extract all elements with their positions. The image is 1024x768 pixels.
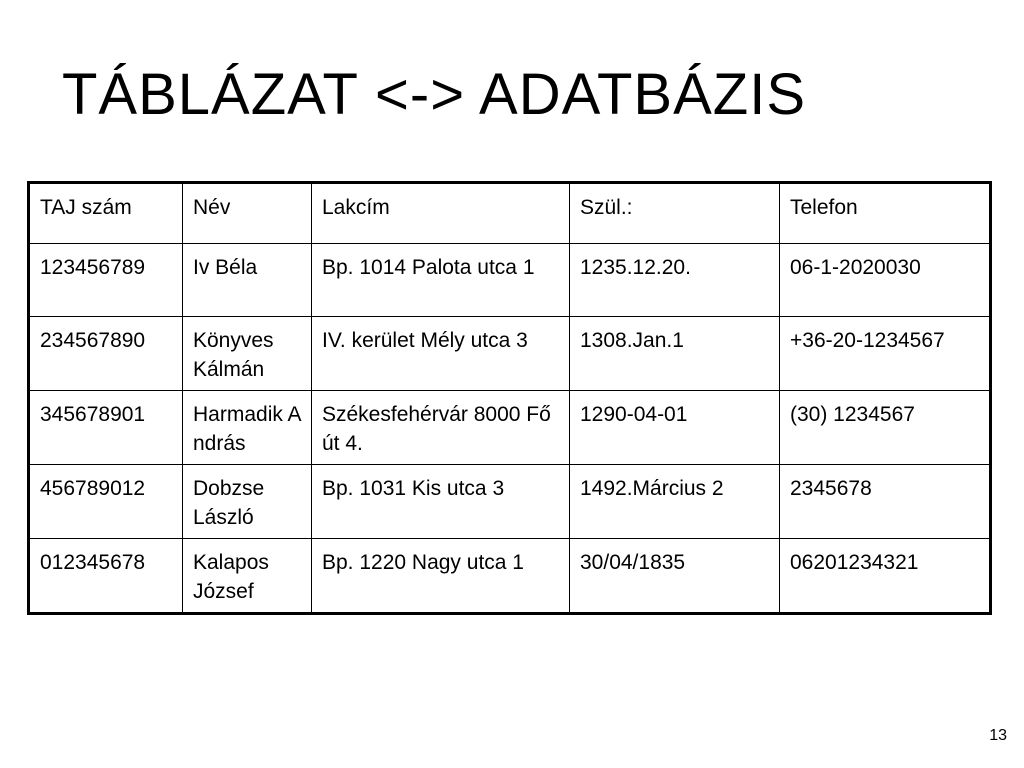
table-row	[29, 244, 991, 317]
cell-taj: 012345678	[29, 539, 183, 614]
cell-nev: Könyves Kálmán	[183, 317, 312, 391]
cell-telefon: 06-1-2020030	[780, 244, 991, 317]
cell-taj: 234567890	[29, 317, 183, 391]
header-lakcim: Lakcím	[312, 183, 570, 244]
table-row	[29, 391, 991, 465]
table-row	[29, 539, 991, 614]
header-nev: Név	[183, 183, 312, 244]
slide-title: TÁBLÁZAT <-> ADATBÁZIS	[62, 62, 806, 127]
cell-szul: 1235.12.20.	[570, 244, 780, 317]
header-taj-szam: TAJ szám	[29, 183, 183, 244]
cell-lakcim: IV. kerület Mély utca 3	[312, 317, 570, 391]
cell-telefon: 2345678	[780, 465, 991, 539]
cell-lakcim: Bp. 1014 Palota utca 1	[312, 244, 570, 317]
cell-telefon: 06201234321	[780, 539, 991, 614]
cell-nev: Iv Béla	[183, 244, 312, 317]
cell-taj: 345678901	[29, 391, 183, 465]
header-telefon: Telefon	[780, 183, 991, 244]
table-header-row	[29, 183, 991, 244]
cell-szul: 30/04/1835	[570, 539, 780, 614]
cell-lakcim: Bp. 1031 Kis utca 3	[312, 465, 570, 539]
cell-nev: Kalapos József	[183, 539, 312, 614]
cell-telefon: (30) 1234567	[780, 391, 991, 465]
cell-nev: Harmadik András	[183, 391, 312, 465]
cell-lakcim: Székesfehérvár 8000 Fő út 4.	[312, 391, 570, 465]
table-row	[29, 465, 991, 539]
page-number: 13	[989, 727, 1007, 744]
cell-lakcim: Bp. 1220 Nagy utca 1	[312, 539, 570, 614]
cell-taj: 123456789	[29, 244, 183, 317]
data-table	[27, 181, 992, 615]
cell-szul: 1492.Március 2	[570, 465, 780, 539]
cell-telefon: +36-20-1234567	[780, 317, 991, 391]
header-szul: Szül.:	[570, 183, 780, 244]
cell-szul: 1290-04-01	[570, 391, 780, 465]
cell-szul: 1308.Jan.1	[570, 317, 780, 391]
cell-nev: Dobzse László	[183, 465, 312, 539]
table-row	[29, 317, 991, 391]
cell-taj: 456789012	[29, 465, 183, 539]
